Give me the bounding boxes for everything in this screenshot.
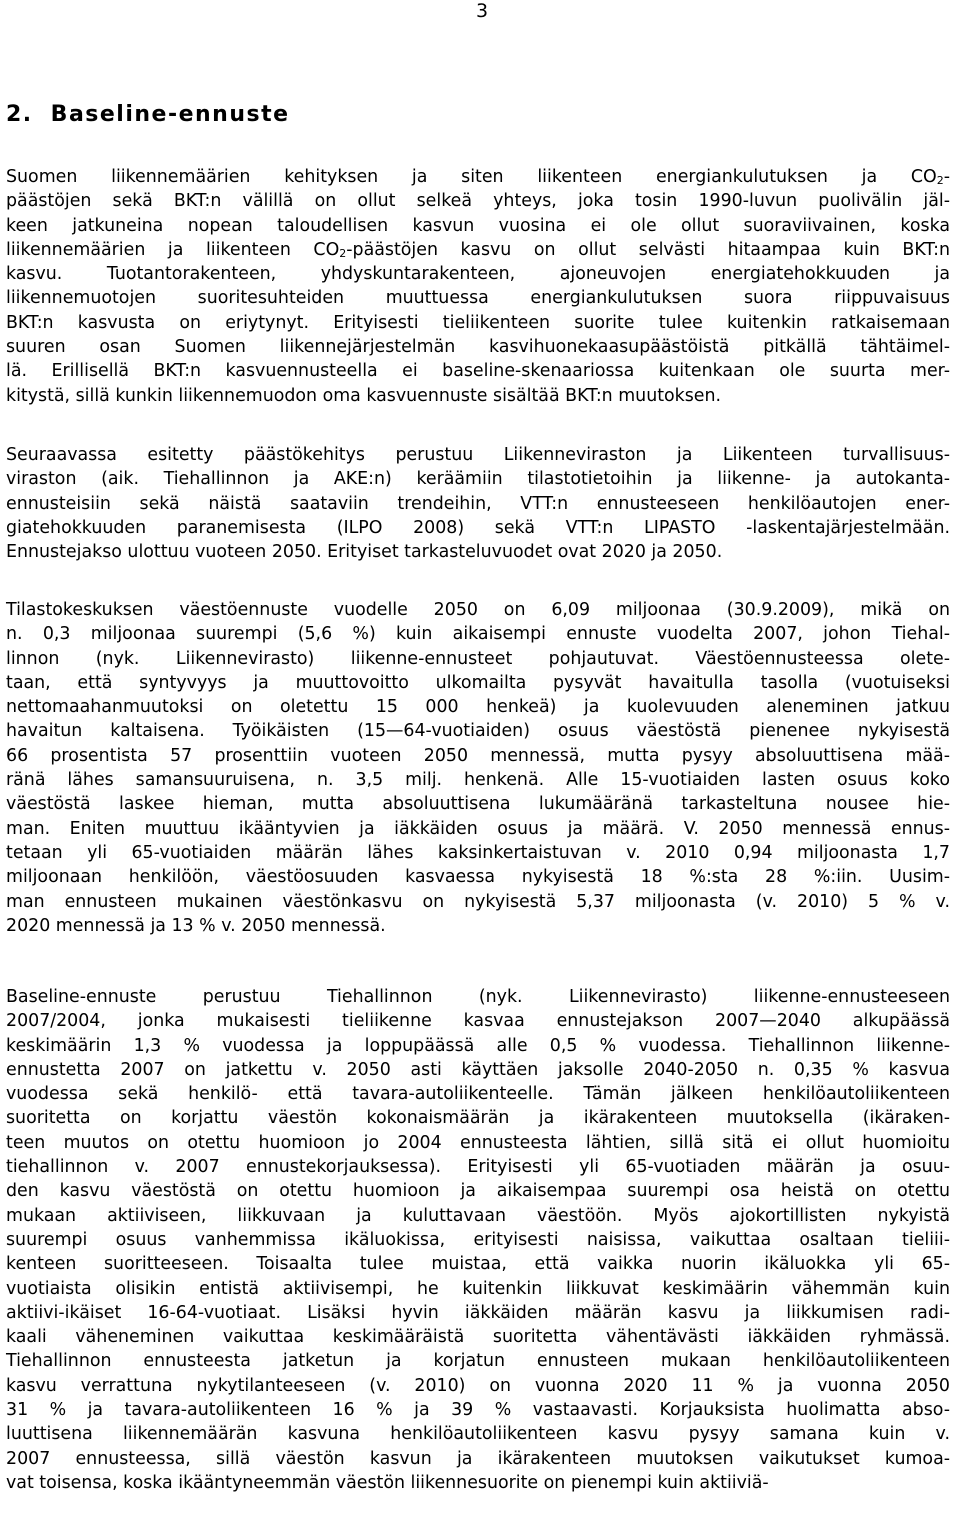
text-line: suoritetta on korjattu väestön kokonaismäärän ja ikärakenteen muutoksella (ikäraken- [6, 1108, 950, 1129]
section-heading [6, 102, 290, 128]
text-line: kaali väheneminen vaikuttaa keskimääräistä suoritetta vähentävästi iäkkäiden ryhmässä. [6, 1327, 950, 1348]
text-line: keskimäärin 1,3 % vuodessa ja loppupäässä alle 0,5 % vuodessa. Tiehallinnon liikenne- [6, 1035, 950, 1056]
text-line: kitystä, sillä kunkin liikennemuodon oma kasvuennuste sisältää BKT:n muutoksen. [6, 385, 722, 406]
text-line: Ennustejakso ulottuu vuoteen 2050. Erityiset tarkasteluvuodet ovat 2020 ja 2050. [6, 542, 723, 563]
text-line: keen jatkuneina nopean taloudellisen kasvun vuosina ei ole ollut suoraviivainen, koska [6, 215, 950, 236]
text-line: 2007/2004, jonka mukaisesti tieliikenne kasvaa ennustejakson 2007—2040 alkupäässä [6, 1011, 950, 1032]
text-line: ennustetta 2007 on jatkettu v. 2050 asti käyttäen jaksolle 2040-2050 n. 0,35 % kasvua [6, 1059, 950, 1080]
section-number: 2. [6, 102, 33, 127]
text-line: vuodessa sekä henkilö- että tavara-autoliikenteelle. Tämän jälkeen henkilöautoliikenteen [6, 1084, 950, 1105]
paragraph-population [6, 598, 950, 938]
text-line: Tilastokeskuksen väestöennuste vuodelle 2050 on 6,09 miljoonaa (30.9.2009), mikä on [6, 600, 950, 620]
text-line: suurempi osuus vanhemmissa ikäluokissa, erityisesti naisissa, vaikuttaa osaltaan tieliii- [6, 1229, 950, 1250]
text-line: n. 0,3 miljoonaa suurempi (5,6 %) kuin aikaisempi ennuste vuodelta 2007, johon Tiehal- [6, 624, 950, 645]
text-line: kasvu verrattuna nykytilanteeseen (v. 2010) on vuonna 2020 11 % ja vuonna 2050 [6, 1375, 950, 1396]
subscript: 2 [339, 246, 347, 260]
text-line: liikennemäärien ja liikenteen $CO_2$-päästöjen kasvu on ollut selvästi hitaampaa kuin BKT:n [6, 239, 951, 260]
text-line: nettomaahanmuutoksi on oletettu 15 000 henkeä) ja kuolevuuden aleneminen jatkuu [6, 697, 950, 718]
text-line: tetaan yli 65-vuotiaiden määrän lähes kaksinkertaistuvan v. 2010 0,94 miljoonasta 1,7 [6, 842, 950, 863]
text-line: man ennusteen mukainen väestönkasvu on nykyisestä 5,37 miljoonasta (v. 2010) 5 % v. [6, 891, 950, 912]
text-line: kenteen suoritteeseen. Toisaalta tulee muistaa, että vaikka nuorin ikäluokka yli 65- [6, 1254, 950, 1275]
text-line: päästöjen sekä BKT:n välillä on ollut selkeä yhteys, joka tosin 1990-luvun puolivälin jäl- [6, 191, 950, 212]
text-line: lä. Erillisellä BKT:n kasvuennusteella ei baseline-skenaariossa kuitenkaan ole suurta mer- [6, 361, 950, 382]
text-line: Seuraavassa esitetty päästökehitys perustuu Liikenneviraston ja Liikenteen turvallisuus- [6, 445, 950, 465]
text-line: tiehallinnon v. 2007 ennustekorjauksessa). Erityisesti yli 65-vuotiaden määrän ja osuu- [6, 1157, 950, 1178]
text-line: miljoonaan henkilöön, väestöosuuden kasvaessa nykyisestä 18 %:sta 28 %:iin. Uusim- [6, 867, 950, 888]
text-line: teen muutos on otettu huomioon jo 2004 ennusteesta lähtien, sillä sitä ei ollut huomioitu [6, 1132, 950, 1153]
text-line: 31 % ja tavara-autoliikenteen 16 % ja 39 % vastaavasti. Korjauksista huolimatta abso- [6, 1400, 950, 1421]
text-line: aktiivi-ikäiset 16-64-vuotiaat. Lisäksi hyvin iäkkäiden määrän kasvu ja liikkumisen radi- [6, 1302, 950, 1323]
text-line: vat toisensa, koska ikääntyneemmän väestön liikennesuorite on pienempi kuin aktiiviä- [6, 1472, 769, 1493]
text-line: giatehokkuuden paranemisesta (ILPO 2008) sekä VTT:n LIPASTO -laskentajärjestelmään. [6, 517, 950, 538]
section-title: Baseline-ennuste [50, 102, 290, 127]
text-line: den kasvu väestöstä on otettu huomioon ja aikaisempaa suurempi osa heistä on otettu [6, 1181, 950, 1202]
page-number: 3 [476, 0, 489, 22]
text-line: ränä lähes samansuuruisena, n. 3,5 milj. henkenä. Alle 15-vuotiaiden lasten osuus koko [6, 770, 950, 791]
text-line: luuttisena liikennemäärän kasvuna henkilöautoliikenteen kasvu pysyy samana kuin v. [6, 1424, 950, 1445]
text-line: vuotiaista olisikin entistä aktiivisempi, he kuitenkin liikkuvat keskimäärin vähemmän kuin [6, 1278, 950, 1299]
text-line: Baseline-ennuste perustuu Tiehallinnon (nyk. Liikennevirasto) liikenne-ennusteeseen [6, 987, 950, 1007]
text-line: kasvu. Tuotantorakenteen, yhdyskuntarakenteen, ajoneuvojen energiatehokkuuden ja [6, 264, 950, 285]
text-line: linnon (nyk. Liikennevirasto) liikenne-ennusteet pohjautuvat. Väestöennusteessa olete- [6, 648, 950, 669]
paragraph-sources [6, 443, 950, 564]
text-line: taan, että syntyvyys ja muuttovoitto ulkomailta pysyvät havaitulla tasolla (vuotuiseksi [6, 672, 950, 693]
text-line: 66 prosentista 57 prosenttiin vuoteen 2050 mennessä, mutta pysyy absoluuttisena mää- [6, 745, 950, 766]
text-line: Tiehallinnon ennusteesta jatketun ja korjatun ennusteen mukaan henkilöautoliikenteen [6, 1351, 950, 1372]
text-line: Suomen liikennemäärien kehityksen ja siten liikenteen energiankulutuksen ja $CO_2-$ [6, 167, 950, 187]
text-line: 2020 mennessä ja 13 % v. 2050 mennessä. [6, 915, 386, 936]
text-line: BKT:n kasvusta on eriytynyt. Erityisesti tieliikenteen suorite tulee kuitenkin ratkaisemaan [6, 312, 950, 333]
text-line: suuren osan Suomen liikennejärjestelmän kasvihuonekaasupäästöistä pitkällä tähtäimel- [6, 337, 950, 358]
text-line: liikennemuotojen suoritesuhteiden muuttuessa energiankulutuksen suora riippuvaisuus [6, 288, 950, 309]
text-line: havaitun kaltaisena. Työikäisten (15—64-vuotiaiden) osuus väestöstä pienenee nykyisestä [6, 721, 950, 742]
text-line: ennusteisiin sekä näistä saataviin trendeihin, VTT:n ennusteeseen henkilöautojen ener- [6, 493, 950, 514]
paragraph-intro [6, 165, 950, 408]
text-line: mukaan aktiiviseen, liikkuvaan ja kuluttavaan väestöön. Myös ajokortillisten nykyistä [6, 1205, 950, 1226]
text-line: viraston (aik. Tiehallinnon ja AKE:n) keräämiin tilastotietoihin ja liikenne- ja autokanta- [6, 469, 950, 490]
text-line: man. Eniten muuttuu ikääntyvien ja iäkkäiden osuus ja määrä. V. 2050 mennessä ennus- [6, 818, 950, 839]
text-line: 2007 ennusteessa, sillä väestön kasvun ja ikärakenteen muutoksen vaikutukset kumoa- [6, 1448, 950, 1469]
text-line: väestöstä laskee hieman, mutta absoluuttisena lukumääränä tarkasteltuna nousee hie- [6, 794, 950, 815]
subscript: 2 [936, 174, 944, 187]
paragraph-baseline [6, 985, 950, 1495]
